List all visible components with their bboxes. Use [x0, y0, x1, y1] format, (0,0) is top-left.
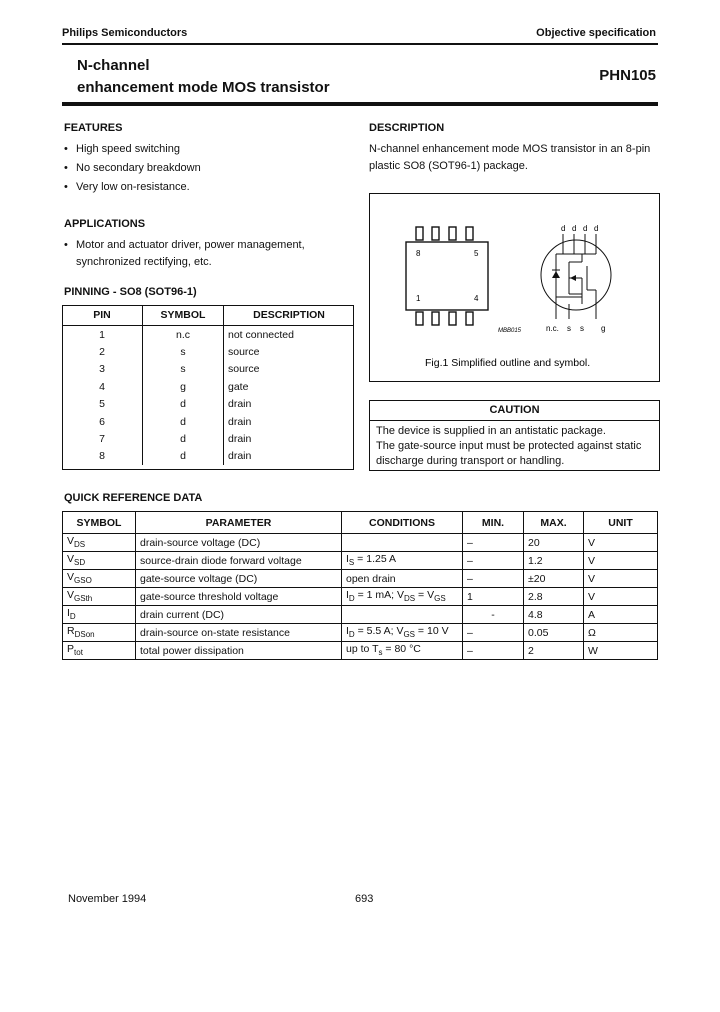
- symbol-cell: s: [143, 361, 224, 378]
- quick-reference-heading: QUICK REFERENCE DATA: [64, 492, 203, 504]
- conditions-cell: $I_D = 1$ mA; $V_{DS} = V_{GS}$: [342, 588, 463, 606]
- pin-cell: 3: [99, 363, 105, 376]
- desc-cell: source: [224, 343, 355, 360]
- symbol-cell: d: [143, 396, 224, 413]
- table-row: [63, 606, 658, 624]
- company-name: Philips Semiconductors: [62, 27, 188, 39]
- max-cell: 0.05: [524, 624, 584, 642]
- page-number: 693: [355, 893, 374, 905]
- min-cell: -: [463, 606, 524, 624]
- figure-code: MBB015: [498, 328, 522, 334]
- description-line-1: N-channel enhancement mode MOS transistor in an 8-pin: [369, 143, 651, 155]
- table-row: [63, 642, 658, 660]
- desc-cell: source: [224, 361, 355, 378]
- col-header: PIN: [62, 305, 143, 326]
- symbol-source-label: s: [580, 324, 584, 333]
- title-line-1: N-channel: [77, 57, 150, 74]
- description-line-2: plastic SO8 (SOT96-1) package.: [369, 160, 528, 172]
- spec-type: Objective specification: [536, 27, 656, 39]
- col-header: SYMBOL: [143, 305, 224, 326]
- pin-4-label: 4: [474, 294, 479, 303]
- table-row: [62, 343, 354, 360]
- parameter-cell: gate-source voltage (DC): [136, 570, 342, 588]
- symbol-drain-label: d: [583, 224, 588, 233]
- symbol-cell: $V_{DS}$: [63, 534, 136, 552]
- symbol-cell: $V_{GSO}$: [63, 570, 136, 588]
- applications-text: • Motor and actuator driver, power management, synchronized rectifying, etc.: [64, 237, 354, 271]
- table-row: [62, 396, 354, 413]
- conditions-cell: up to $T_s = 80$ °C: [342, 642, 463, 660]
- caution-line-3: discharge during transport or handling.: [376, 455, 565, 467]
- pin-cell: 8: [99, 450, 105, 463]
- desc-cell: drain: [224, 413, 355, 430]
- table-row: [62, 361, 354, 378]
- min-cell: 1: [463, 588, 524, 606]
- symbol-gate-label: g: [601, 324, 606, 333]
- title-line-2: enhancement mode MOS transistor: [77, 79, 330, 96]
- unit-cell: Ω: [584, 624, 658, 642]
- applications-line-1: Motor and actuator driver, power management,: [76, 239, 305, 251]
- symbol-cell: g: [143, 378, 224, 395]
- diode-icon: [552, 271, 560, 278]
- table-row: [62, 448, 354, 465]
- pin-8-label: 8: [416, 249, 421, 258]
- table-row: [63, 588, 658, 606]
- table-row: [62, 326, 354, 344]
- symbol-drain-label: d: [572, 224, 577, 233]
- max-cell: 4.8: [524, 606, 584, 624]
- quick-reference-table: [62, 511, 658, 660]
- features-heading: FEATURES: [64, 122, 123, 134]
- unit-cell: V: [584, 534, 658, 552]
- symbol-cell: $V_{SD}$: [63, 552, 136, 570]
- max-cell: ±20: [524, 570, 584, 588]
- unit-cell: V: [584, 588, 658, 606]
- symbol-drain-label: d: [594, 224, 599, 233]
- col-header: PARAMETER: [136, 512, 342, 534]
- desc-cell: drain: [224, 430, 355, 447]
- parameter-cell: drain current (DC): [136, 606, 342, 624]
- conditions-cell: [342, 534, 463, 552]
- header-rule: [62, 43, 658, 45]
- figure-caption: Fig.1 Simplified outline and symbol.: [425, 357, 591, 369]
- parameter-cell: source-drain diode forward voltage: [136, 552, 342, 570]
- symbol-cell: $R_{DSon}$: [63, 624, 136, 642]
- parameter-cell: total power dissipation: [136, 642, 342, 660]
- applications-line-2: synchronized rectifying, etc.: [76, 256, 212, 268]
- parameter-cell: drain-source on-state resistance: [136, 624, 342, 642]
- min-cell: –: [463, 570, 524, 588]
- symbol-cell: d: [143, 448, 224, 465]
- caution-box: [369, 400, 660, 471]
- desc-cell: not connected: [224, 326, 355, 344]
- pin-5-label: 5: [474, 249, 479, 258]
- part-number: PHN105: [599, 67, 656, 84]
- symbol-cell: $P_{tot}$: [63, 642, 136, 660]
- col-header: DESCRIPTION: [224, 305, 355, 326]
- pin-cell: 6: [99, 415, 105, 428]
- table-row: [63, 552, 658, 570]
- outline-and-symbol-figure: [370, 194, 659, 381]
- max-cell: 2.8: [524, 588, 584, 606]
- symbol-nc-label: n.c.: [546, 324, 559, 333]
- pinning-heading: PINNING - SO8 (SOT96-1): [64, 286, 197, 298]
- list-item: • Very low on-resistance.: [64, 178, 354, 197]
- desc-cell: gate: [224, 378, 355, 395]
- max-cell: 1.2: [524, 552, 584, 570]
- conditions-cell: $I_D = 5.5$ A; $V_{GS} = 10$ V: [342, 624, 463, 642]
- pin-cell: 1: [99, 328, 105, 341]
- symbol-cell: s: [143, 343, 224, 360]
- symbol-cell: $I_D$: [63, 606, 136, 624]
- col-header: MIN.: [463, 512, 524, 534]
- description-heading: DESCRIPTION: [369, 122, 445, 134]
- col-header: CONDITIONS: [342, 512, 463, 534]
- applications-heading: APPLICATIONS: [64, 218, 146, 230]
- table-row: [63, 570, 658, 588]
- max-cell: 20: [524, 534, 584, 552]
- unit-cell: A: [584, 606, 658, 624]
- table-row: [62, 378, 354, 395]
- pinning-table: [62, 305, 354, 465]
- figure-box: [369, 193, 660, 382]
- symbol-source-label: s: [567, 324, 571, 333]
- arrow-icon: [570, 275, 576, 281]
- conditions-cell: open drain: [342, 570, 463, 588]
- symbol-cell: d: [143, 430, 224, 447]
- list-item: • No secondary breakdown: [64, 159, 354, 178]
- pin-cell: 7: [99, 433, 105, 446]
- caution-line-1: The device is supplied in an antistatic package.: [376, 425, 606, 437]
- features-list: [64, 140, 354, 197]
- parameter-cell: drain-source voltage (DC): [136, 534, 342, 552]
- parameter-cell: gate-source threshold voltage: [136, 588, 342, 606]
- caution-line-2: The gate-source input must be protected against static: [376, 440, 642, 452]
- footer-date: November 1994: [68, 893, 147, 905]
- caution-heading: CAUTION: [370, 401, 659, 421]
- symbol-drain-label: d: [561, 224, 566, 233]
- pin-1-label: 1: [416, 294, 421, 303]
- symbol-cell: $V_{GSth}$: [63, 588, 136, 606]
- pin-cell: 4: [99, 380, 105, 393]
- table-row: [62, 413, 354, 430]
- conditions-cell: $I_S = 1.25$ A: [342, 552, 463, 570]
- list-item: • High speed switching: [64, 140, 354, 159]
- conditions-cell: [342, 606, 463, 624]
- col-header: SYMBOL: [63, 512, 136, 534]
- unit-cell: V: [584, 570, 658, 588]
- caution-text: [370, 421, 659, 472]
- table-row: [62, 430, 354, 447]
- unit-cell: W: [584, 642, 658, 660]
- so8-package-outline: [406, 227, 488, 325]
- min-cell: –: [463, 642, 524, 660]
- col-header: UNIT: [584, 512, 658, 534]
- title-rule: [62, 102, 658, 106]
- min-cell: –: [463, 552, 524, 570]
- desc-cell: drain: [224, 396, 355, 413]
- pin-cell: 5: [99, 398, 105, 411]
- desc-cell: drain: [224, 448, 355, 465]
- symbol-cell: d: [143, 413, 224, 430]
- col-header: MAX.: [524, 512, 584, 534]
- table-row: [63, 534, 658, 552]
- description-text: [369, 141, 661, 175]
- max-cell: 2: [524, 642, 584, 660]
- symbol-cell: n.c: [143, 326, 224, 344]
- pin-cell: 2: [99, 346, 105, 359]
- unit-cell: V: [584, 552, 658, 570]
- table-row: [63, 624, 658, 642]
- min-cell: –: [463, 624, 524, 642]
- min-cell: –: [463, 534, 524, 552]
